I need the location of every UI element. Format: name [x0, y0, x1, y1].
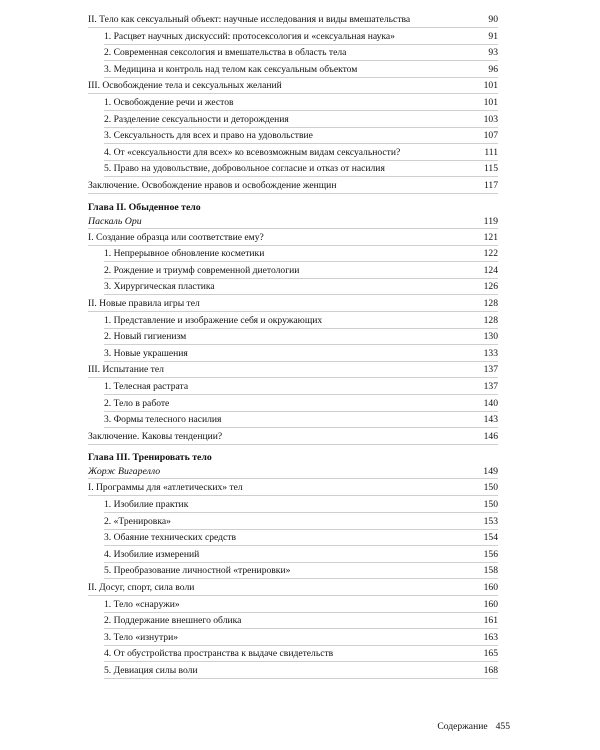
page-ref: 115 [483, 163, 498, 175]
toc-entry[interactable] [104, 514, 498, 530]
toc-entry[interactable] [104, 112, 498, 128]
toc-entry[interactable] [104, 145, 498, 161]
page-ref: 121 [483, 231, 498, 243]
entry-title: 1. Тело «снаружи» [104, 598, 180, 610]
toc-entry[interactable] [104, 497, 498, 513]
entry-title: 1. Непрерывное обновление косметики [104, 248, 265, 260]
entry-title: 1. Представление и изображение себя и окружающих [104, 314, 323, 326]
toc-entry[interactable] [104, 329, 498, 345]
page-ref: 156 [483, 548, 498, 560]
page-ref: 128 [483, 314, 498, 326]
toc-entry[interactable] [88, 429, 498, 445]
entry-title: 2. Современная сексология и вмешательства в область тела [104, 47, 347, 59]
entry-title: I. Программы для «атлетических» тел [88, 482, 243, 494]
page-ref: 154 [483, 532, 498, 544]
toc-entry[interactable] [104, 563, 498, 579]
toc-entry[interactable] [104, 246, 498, 262]
toc-entry[interactable] [104, 128, 498, 144]
toc-entry[interactable] [88, 362, 498, 378]
entry-title: 3. Формы телесного насилия [104, 414, 222, 426]
entry-title: 3. Хирургическая пластика [104, 281, 215, 293]
page-ref: 161 [483, 615, 498, 627]
toc-entry[interactable] [88, 480, 498, 496]
page-ref: 107 [483, 130, 498, 142]
chapter-author[interactable] [88, 214, 498, 229]
page-ref: 153 [483, 515, 498, 527]
entry-title: II. Тело как сексуальный объект: научные исследования и виды вмешательства [88, 14, 411, 25]
page-ref: 158 [483, 565, 498, 577]
page-number: 455 [495, 721, 510, 732]
entry-title: 2. Разделение сексуальности и деторождения [104, 113, 289, 125]
entry-title: 1. Расцвет научных дискуссий: протосексология и «сексуальная наука» [104, 30, 395, 42]
page-ref: 128 [483, 298, 498, 309]
toc-entry[interactable] [104, 396, 498, 412]
toc-entry[interactable] [104, 95, 498, 111]
page-ref: 160 [483, 582, 498, 593]
toc-entry[interactable] [104, 62, 498, 78]
page-ref: 122 [483, 248, 498, 260]
page-ref: 137 [483, 381, 498, 392]
page-ref: 93 [488, 47, 498, 59]
entry-title: 4. Изобилие измерений [104, 548, 200, 560]
chapter-heading: Глава II. Обыденное тело [88, 201, 201, 213]
page-ref: 90 [488, 14, 498, 25]
page-ref: 160 [483, 598, 498, 610]
author-name: Жорж Вигарелло [88, 466, 161, 478]
toc-entry[interactable] [88, 296, 498, 312]
entry-title: 5. Право на удовольствие, добровольное согласие и отказ от насилия [104, 163, 385, 175]
page-ref: 96 [488, 63, 498, 75]
toc-entry[interactable] [104, 379, 498, 395]
toc-entry[interactable] [104, 263, 498, 279]
page-ref: 133 [483, 347, 498, 359]
toc-entry[interactable] [104, 646, 498, 662]
toc-entry[interactable] [104, 279, 498, 295]
entry-title: Заключение. Освобождение нравов и освобождение женщин [88, 180, 337, 191]
entry-title: 3. Обаяние технических средств [104, 532, 237, 544]
toc-entry[interactable] [104, 663, 498, 679]
page-ref: 149 [483, 466, 498, 478]
page-ref: 150 [483, 482, 498, 494]
entry-title: 1. Изобилие практик [104, 499, 189, 510]
toc-entry[interactable] [104, 597, 498, 613]
entry-title: III. Освобождение тела и сексуальных желаний [88, 80, 282, 92]
entry-title: 1. Освобождение речи и жестов [104, 97, 234, 108]
entry-title: I. Создание образца или соответствие ему? [88, 231, 264, 243]
page-ref: 137 [483, 364, 498, 376]
entry-title: 2. Новый гигиенизм [104, 331, 187, 343]
toc-entry[interactable] [88, 230, 498, 246]
toc-entry[interactable] [104, 161, 498, 177]
page-ref: 101 [483, 80, 498, 92]
toc-entry[interactable] [88, 178, 498, 194]
toc-entry[interactable] [104, 412, 498, 428]
entry-title: III. Испытание тел [88, 364, 164, 376]
page-ref: 146 [483, 430, 498, 442]
entry-title: 5. Преобразование личностной «тренировки» [104, 565, 291, 577]
entry-title: Заключение. Каковы тенденции? [88, 430, 223, 442]
page-ref: 168 [483, 665, 498, 676]
page-ref: 143 [483, 414, 498, 426]
toc-entry[interactable] [88, 78, 498, 94]
page-ref: 150 [483, 499, 498, 510]
page-ref: 126 [483, 281, 498, 293]
entry-title: 2. Поддержание внешнего облика [104, 615, 242, 627]
toc-entry[interactable] [104, 547, 498, 563]
entry-title: 2. Рождение и триумф современной диетологии [104, 264, 300, 276]
entry-title: 3. Медицина и контроль над телом как сексуальным объектом [104, 63, 358, 75]
toc-entry[interactable] [88, 12, 498, 28]
page-footer [437, 721, 510, 732]
toc-entry[interactable] [104, 45, 498, 61]
entry-title: 2. «Тренировка» [104, 515, 171, 527]
toc-entry[interactable] [104, 29, 498, 45]
page-ref: 101 [483, 97, 498, 108]
page-ref: 130 [483, 331, 498, 343]
page-ref: 140 [483, 397, 498, 409]
page-ref: 91 [488, 30, 498, 42]
toc-entry[interactable] [104, 346, 498, 362]
chapter-author[interactable] [88, 464, 498, 479]
entry-title: II. Досуг, спорт, сила воли [88, 582, 195, 593]
page-ref: 103 [483, 113, 498, 125]
page-ref: 165 [483, 648, 498, 660]
entry-title: 1. Телесная растрата [104, 381, 189, 392]
entry-title: 3. Новые украшения [104, 347, 188, 359]
page-ref: 124 [483, 264, 498, 276]
entry-title: 4. От «сексуальности для всех» ко всевозможным видам сексуальности? [104, 146, 401, 158]
entry-title: 3. Сексуальность для всех и право на удовольствие [104, 130, 313, 142]
entry-title: 2. Тело в работе [104, 397, 170, 409]
toc-entry[interactable] [104, 313, 498, 329]
page-ref: 117 [483, 180, 498, 191]
entry-title: 4. От обустройства пространства к выдаче свидетельств [104, 648, 334, 660]
toc-entry[interactable] [88, 580, 498, 596]
toc-entry[interactable] [104, 530, 498, 546]
entry-title: 5. Девиация силы воли [104, 665, 198, 676]
entry-title: 3. Тело «изнутри» [104, 631, 179, 643]
entry-title: II. Новые правила игры тел [88, 298, 200, 309]
page-ref: 163 [483, 631, 498, 643]
page-ref: 119 [483, 215, 498, 227]
page-ref: 111 [484, 146, 498, 158]
toc-entry[interactable] [104, 630, 498, 646]
chapter-heading: Глава III. Тренировать тело [88, 452, 212, 464]
author-name: Паскаль Ори [88, 215, 142, 227]
toc-entry[interactable] [104, 613, 498, 629]
footer-label: Содержание [437, 721, 488, 732]
